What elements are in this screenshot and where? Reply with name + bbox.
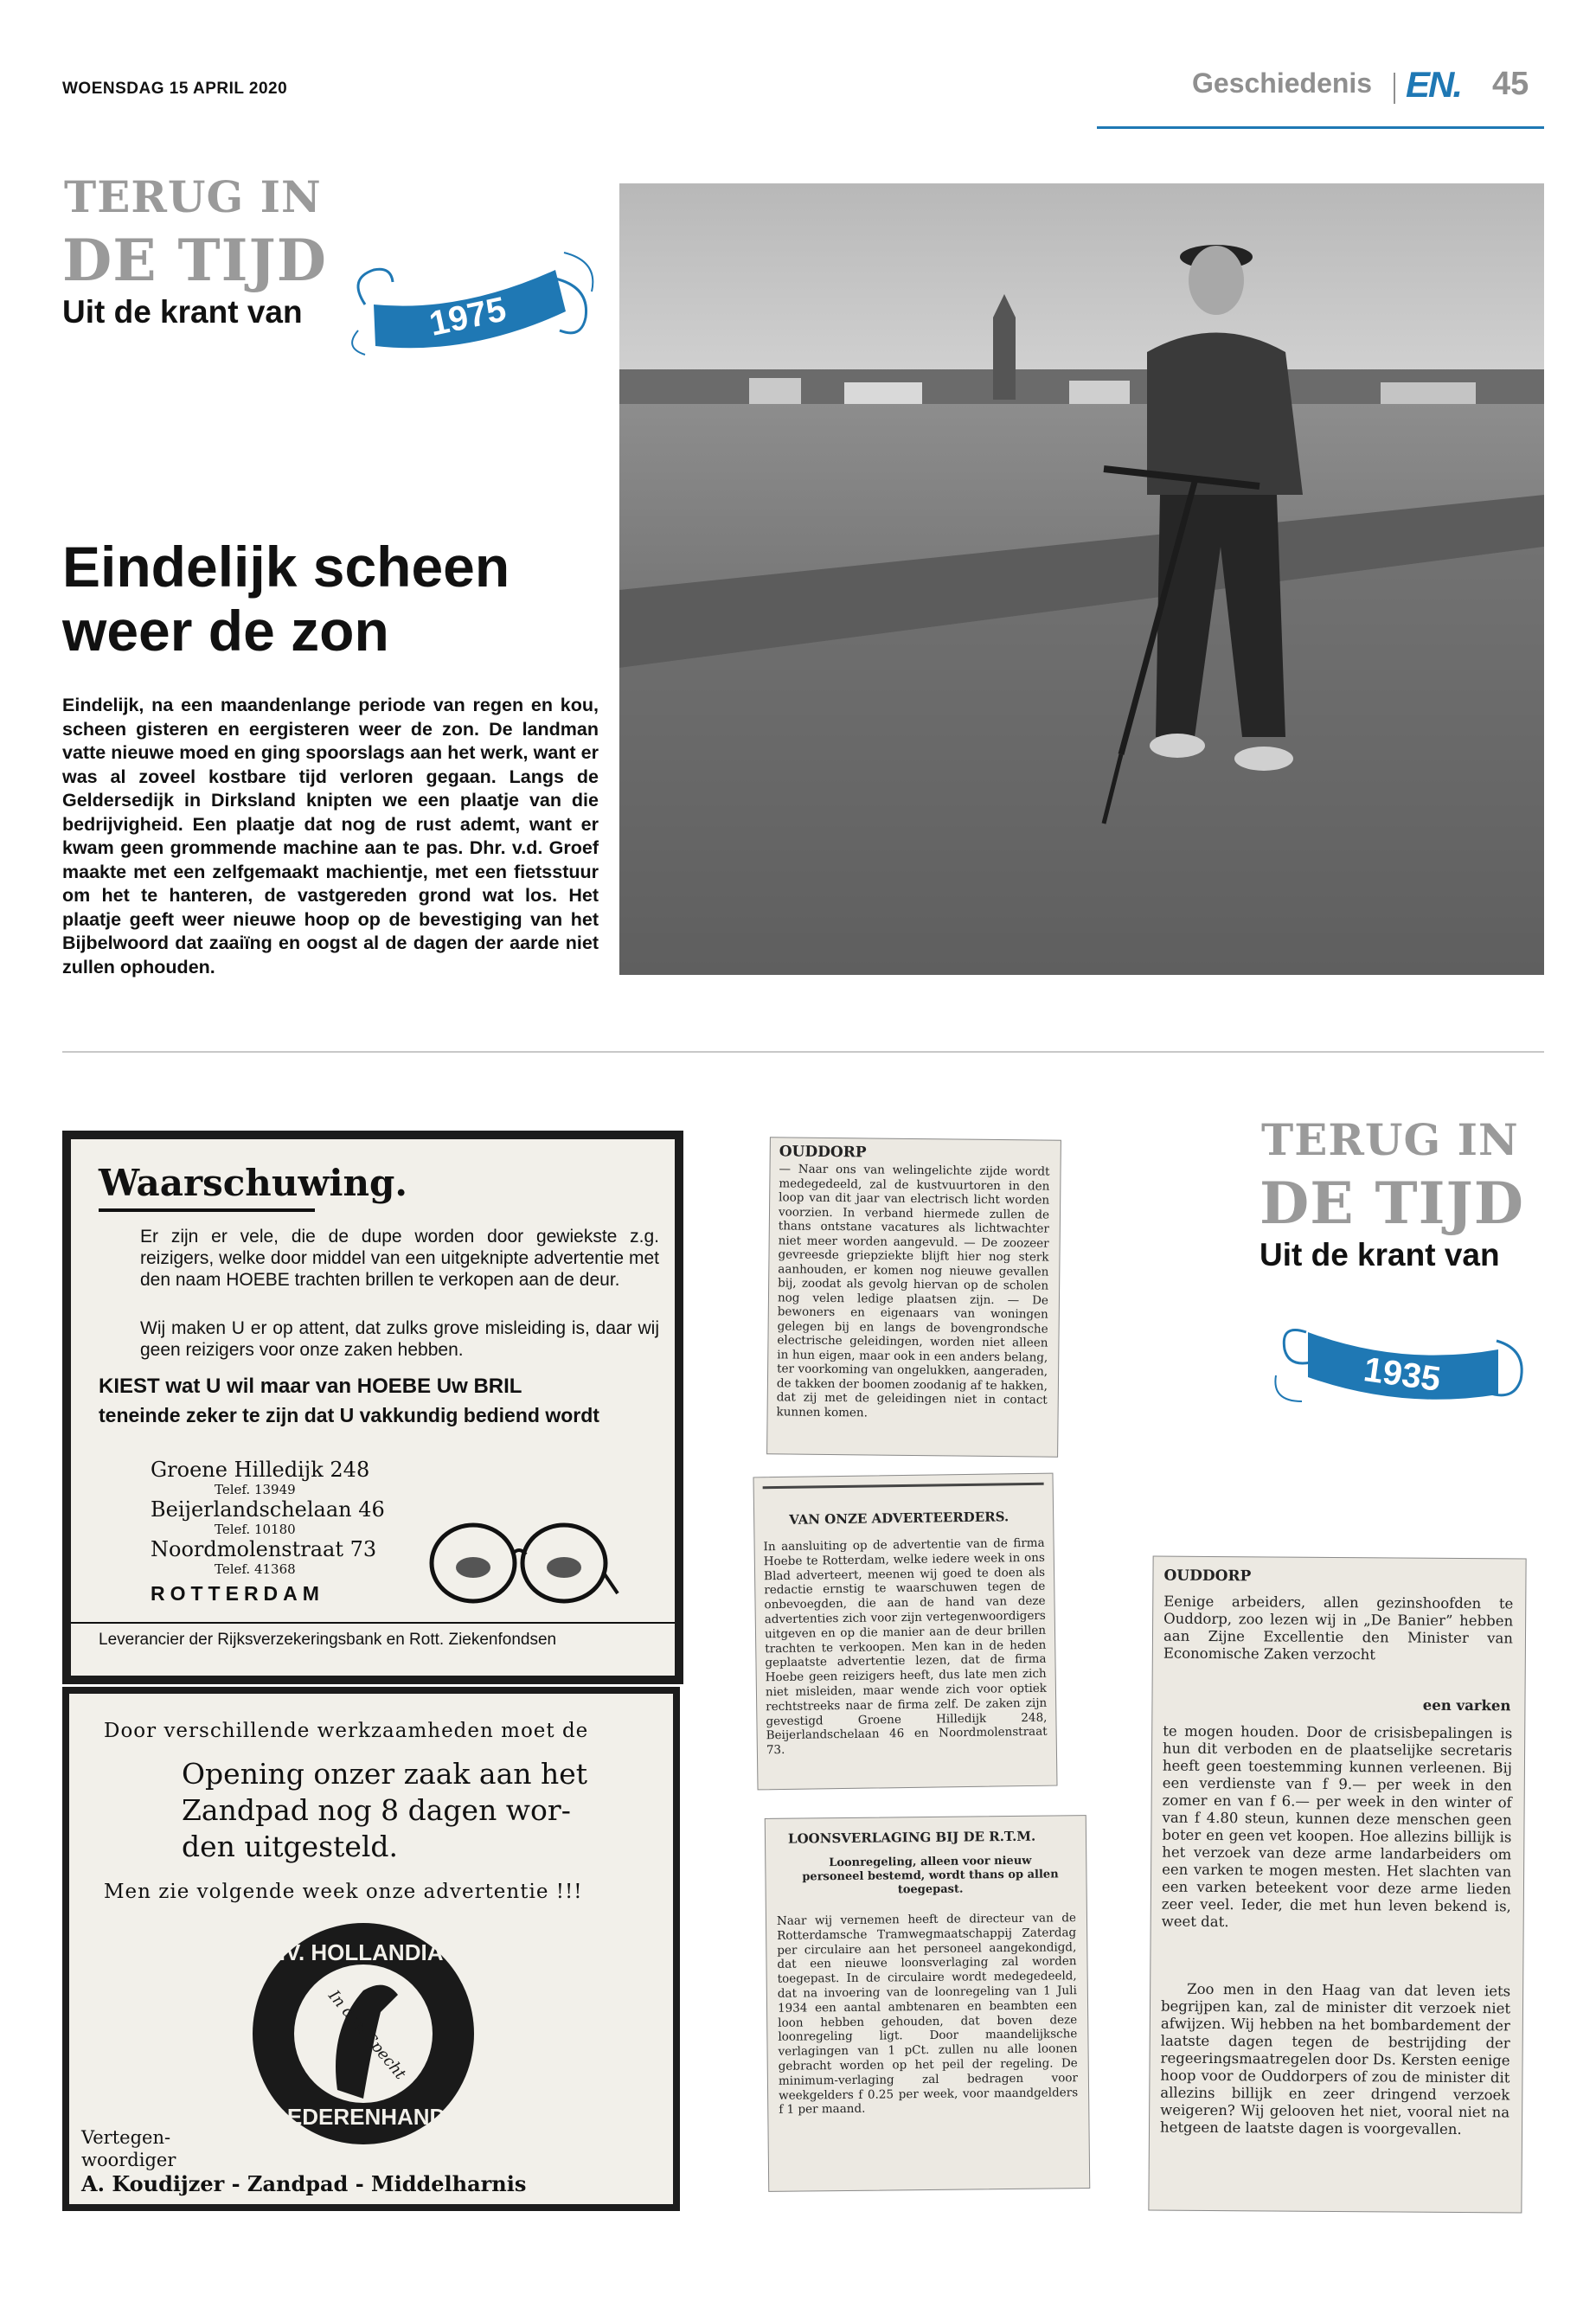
clipping-loonsverlaging-title: LOONSVERLAGING BIJ DE R.T.M.	[787, 1828, 1036, 1847]
header-separator	[1394, 73, 1395, 104]
ad-opening-rep-label	[81, 2126, 176, 2171]
header-rule	[1097, 126, 1544, 129]
ad-warning-slogan2: teneinde zeker te zijn dat U vakkundig bediend wordt	[99, 1404, 599, 1426]
ad-warning-underline	[99, 1208, 315, 1212]
page-number: 45	[1492, 66, 1529, 102]
address-1: Groene Hilledijk 248	[151, 1458, 370, 1482]
hollandia-seal	[234, 1917, 493, 2150]
clipping-ouddorp-2-title: OUDDORP	[1163, 1567, 1252, 1586]
rep-label-1: Vertegen-	[81, 2127, 171, 2148]
clipping-loonsverlaging	[765, 1815, 1091, 2192]
clipping-loonsverlaging-subtitle: Loonregeling, alleen voor nieuw personeel bestemd, wordt thans op allen toegepast.	[802, 1854, 1059, 1897]
ad-warning-city: ROTTERDAM	[151, 1582, 324, 1605]
year-ribbon-1975	[339, 244, 599, 365]
farmer-photo	[619, 183, 1544, 975]
section-divider	[62, 1051, 1544, 1053]
ad-warning-p2: Wij maken U er op attent, dat zulks grove misleiding is, daar wij geen reizigers voor onze zaken hebben.	[140, 1318, 659, 1360]
kicker-bottom-line3: Uit de krant van	[1259, 1237, 1500, 1272]
clipping-ouddorp-2-text3: Zoo men in den Haag van dat leven iets begrijpen kan, zal de minister dit verzoek niet afwijzen. Wij hebben na het bombardement der laatste dagen tegen de bestrijding der regeeringsmaatregelen door Ds. Kersten eenige hoop voor de Ouddorpers of zou de minister dit allezins billijk en zeer dringend verzoek weigeren? Wij gelooven het niet, vooral niet na hetgeen de laatste dagen is voorgevallen.	[1159, 1980, 1511, 2138]
newspaper-logo[interactable]: EN.	[1406, 64, 1462, 105]
ad-opening-big1: Opening onzer zaak aan het	[182, 1757, 588, 1791]
kicker-bottom-line2: DE TIJD	[1259, 1170, 1524, 1237]
glasses-illustration	[426, 1511, 625, 1615]
seal-center-text: In den Specht	[324, 1986, 410, 2083]
address-3: Noordmolenstraat 73	[151, 1537, 377, 1561]
ad-opening	[62, 1687, 680, 2211]
ad-opening-line2: Men zie volgende week onze advertentie !!!	[104, 1881, 583, 1903]
ad-warning-title: Waarschuwing.	[99, 1162, 407, 1204]
ad-warning-slogan1: KIEST wat U wil maar van HOEBE Uw BRIL	[99, 1375, 522, 1398]
kicker-line1: TERUG IN	[64, 171, 322, 222]
clipping-adverteerders-rule	[763, 1483, 1044, 1490]
rep-label-2: woordiger	[81, 2150, 176, 2170]
ad-waarschuwing	[62, 1131, 683, 1684]
ad-warning-footer: Leverancier der Rijksverzekeringsbank en Rott. Ziekenfondsen	[99, 1631, 557, 1649]
seal-bottom-text: GOEDERENHANDEL	[252, 2104, 475, 2130]
clipping-adverteerders-title: VAN ONZE ADVERTEERDERS.	[789, 1509, 1010, 1528]
kicker-line2: DE TIJD	[62, 227, 327, 294]
ad-warning-addresses	[151, 1458, 385, 1606]
clipping-ouddorp-1-title: OUDDORP	[779, 1143, 867, 1162]
clipping-ouddorp-2-text1b: een varken	[1422, 1696, 1511, 1715]
ad-opening-line1: Door verschillende werkzaamheden moet de	[104, 1720, 589, 1742]
headline	[62, 535, 599, 663]
year-ribbon-1935	[1272, 1298, 1531, 1419]
phone-3: Telef. 41368	[215, 1561, 296, 1577]
ad-warning-rule	[71, 1622, 675, 1624]
clipping-adverteerders-text: In aansluiting op de advertentie van de firma Hoebe te Rotterdam, welke iedere week in ons Blad adverteert, meenen wij goed te doen als redactie ernstig te waarschuwen tegen de onbevoegden, die aan de hand van deze advertenties zich voor zijn vertegenwoordigers uitgeven en op die manier aan de deur brillen trachten te verkoopen. Men kan in de heden geplaatste advertentie lezen, dat de firma Hoebe geen reizigers heeft, dus late men zich niet misleiden, maar wende zich voor optiek rechtstreeks naar de firma zelf. De zaken zijn gevestigd Groene Hilledijk 248, Beijerlandschelaan 46 en Noordmolenstraat 73.	[763, 1535, 1048, 1758]
ad-opening-big	[182, 1756, 587, 1865]
clipping-adverteerders	[753, 1473, 1057, 1791]
headline-line1: Eindelijk scheen	[62, 535, 510, 599]
clipping-ouddorp-2	[1148, 1556, 1526, 2214]
year-1975: 1975	[426, 290, 510, 343]
clipping-loonsverlaging-text: Naar wij vernemen heeft de directeur van de Rotterdamsche Tramwegmaatschappij Zaterdag per circulaire aan het personeel aangekondigd, dat een nieuwe loonsverlaging zal worden toegepast. In de circulaire wordt medegedeeld, dat na invoering van de loonregeling van 1 Juli 1934 een aantal ambtenaren en beambten een loon hebben gehouden, dat boven deze loonregeling ligt. Door maandelijksche verlagingen van 1 pCt. zullen nu alle loonen gebracht worden op het peil der regeling. De minimum-verlaging zal bedragen voor weekgelders f 0.25 per week, voor maandgelders f 1 per maand.	[776, 1911, 1079, 2118]
clipping-ouddorp-1-text: — Naar ons van welingelichte zijde wordt medegedeeld, zal de kustvuurtoren in den loop van dit jaar van electrisch licht worden voorzien. In verband hiermede zullen de thans ontstane vacatures als lichtwachter niet meer worden aangevuld. — De zoozeer gevreesde griepziekte blijft hier nog sterk aanhouden, er komen nog nieuwe gevallen bij, zoodat als gevolg hiervan op de scholen nog velen ledige plaatsen zijn. — De bewoners en eigenaars van woningen gelegen bij en langs de bovengrondsche electrische geleidingen, worden niet alleen in hun eigen, maar ook in een anders belang, ter voorkoming van ongelukken, aangeraden, de takken der boomen zoodanig af te hakken, dat zij met de geleidingen niet in contact kunnen komen.	[776, 1162, 1050, 1420]
year-1935: 1935	[1361, 1350, 1443, 1400]
phone-1: Telef. 13949	[215, 1482, 296, 1497]
ad-warning-p1: Er zijn er vele, die de dupe worden door gewiekste z.g. reizigers, welke door middel van een uitgeknipte advertentie met den naam HOEBE trachten brillen te verkopen aan de deur.	[140, 1227, 659, 1290]
phone-2: Telef. 10180	[215, 1522, 296, 1537]
clipping-ouddorp-2-text2: te mogen houden. Door de crisisbepalingen is hun dit verboden en de plaatselijke secretaris heeft geen toestemming kunnen verleenen. Bij een verdienste van f 9.— per week in den zomer en van f 6.— per week in den winter of van f 4.80 steun, kunnen deze menschen geen boter en geen vet koopen. Hoe allezins billijk is het verzoek van deze arme landarbeiders om een varken te mogen mesten. Het slachten van een varken beteekent voor deze arme lieden zeer veel. Ieder, die met hun leven bekend is, weet dat.	[1161, 1722, 1513, 1931]
seal-top-text: N.V. HOLLANDIA'S	[262, 1939, 465, 1965]
issue-date: WOENSDAG 15 APRIL 2020	[62, 80, 288, 98]
section-label[interactable]: Geschiedenis	[1192, 67, 1373, 99]
kicker-bottom-line1: TERUG IN	[1261, 1114, 1519, 1165]
clipping-ouddorp-2-text1: Eenige arbeiders, allen gezinshoofden te Ouddorp, zoo lezen wij in „De Banier” hebben aan Zijne Excellentie den Minister van Economische Zaken verzocht	[1163, 1593, 1514, 1663]
address-2: Beijerlandschelaan 46	[151, 1497, 385, 1522]
clipping-ouddorp-1	[766, 1137, 1061, 1458]
kicker-line3: Uit de krant van	[62, 294, 303, 330]
ad-opening-rep-name: A. Koudijzer - Zandpad - Middelharnis	[81, 2171, 527, 2196]
article-lead: Eindelijk, na een maandenlange periode van regen en kou, scheen gisteren en eergisteren weer de zon. De landman vatte nieuwe moed en ging spoorslags aan het werk, want er was al zoveel kostbare tijd verloren gegaan. Langs de Geldersedijk in Dirksland knipten we een plaatje van die bedrijvigheid. Een plaatje dat nog de rust ademt, want er kwam geen grommende machine aan te pas. Dhr. v.d. Groef maakte met een zelfgemaakt machientje, met een fietsstuur om het te hanteren, de vastgereden grond wat los. Het plaatje geeft weer nieuwe hoop op de bevestiging van het Bijbelwoord dat zaaiïng en oogst al de dagen der aarde niet zullen ophouden.	[62, 695, 599, 977]
ad-opening-big3: den uitgesteld.	[182, 1830, 399, 1863]
headline-line2: weer de zon	[62, 599, 389, 663]
ad-opening-big2: Zandpad nog 8 dagen wor-	[182, 1793, 571, 1827]
